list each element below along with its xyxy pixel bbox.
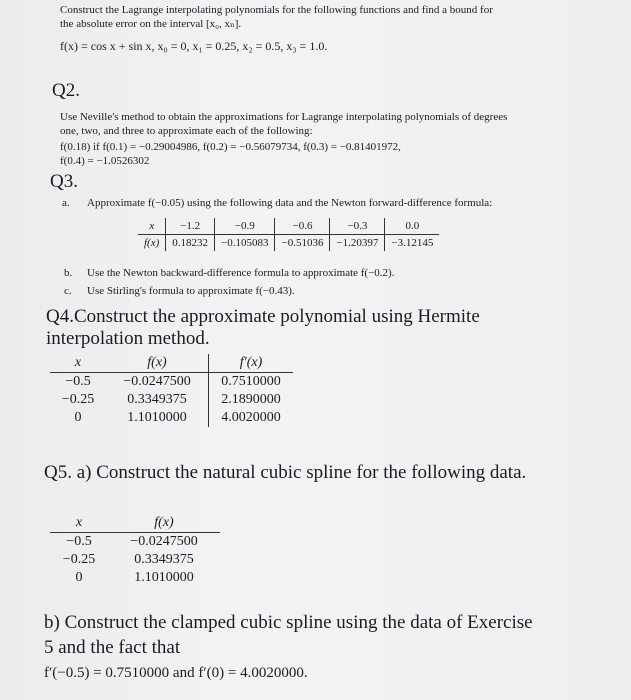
table-cell: f(x) — [144, 237, 160, 249]
table-cell: −0.0247500 — [130, 534, 198, 549]
table-cell: −0.25 — [62, 552, 96, 567]
table-header-cell: −0.6 — [275, 218, 330, 235]
q1-line1: Construct the Lagrange interpolating polynomials for the following functions and find a bound for — [60, 4, 493, 16]
table-cell: −0.5 — [65, 374, 91, 389]
table-cell: 1.1010000 — [134, 570, 194, 585]
table-row — [50, 391, 293, 409]
table-cell: 4.0020000 — [209, 409, 294, 427]
table-cell: 0 — [75, 570, 83, 585]
q4-line2: interpolation method. — [46, 328, 210, 349]
table-row — [50, 409, 293, 427]
table-cell: 0.7510000 — [209, 373, 294, 392]
table-header-cell: −0.3 — [330, 218, 385, 235]
q1-formula: f(x) = cos x + sin x, x₀ = 0, x₁ = 0.25, x₂ = 0.5, x₃ = 1.0. — [60, 39, 328, 53]
q3-part-c-label: c. — [64, 285, 72, 297]
table-cell: −0.105083 — [215, 235, 275, 252]
q5-part-b-line1: b) Construct the clamped cubic spline using the data of Exercise — [44, 612, 533, 633]
table-header-row — [50, 354, 293, 373]
table-cell: 0.3349375 — [127, 392, 187, 407]
table-row — [138, 235, 439, 252]
table-header-row — [138, 218, 439, 235]
table-cell: −3.12145 — [385, 235, 439, 252]
q2-line4: f(0.4) = −1.0526302 — [60, 155, 150, 167]
table-header-cell: f′(x) — [209, 354, 294, 373]
table-cell: −1.20397 — [330, 235, 385, 252]
q1-line2: the absolute error on the interval [x₀, xₙ]. — [60, 18, 242, 30]
table-row — [50, 551, 220, 569]
table-row — [50, 373, 293, 392]
table-header-cell: 0.0 — [385, 218, 439, 235]
table-header-cell: x — [50, 354, 106, 373]
q4-line1: Q4.Construct the approximate polynomial using Hermite — [46, 306, 480, 327]
q5-part-b-line3: f′(−0.5) = 0.7510000 and f′(0) = 4.0020000. — [44, 665, 308, 681]
table-cell: −0.51036 — [275, 235, 330, 252]
q3-data-table — [138, 218, 439, 251]
table-header-cell: f(x) — [106, 354, 209, 373]
q2-line1: Use Neville's method to obtain the approximations for Lagrange interpolating polynomials of degrees — [60, 111, 508, 123]
table-header-row — [50, 514, 220, 533]
table-header-cell: f(x) — [108, 514, 220, 533]
q4-hermite-table — [50, 354, 293, 427]
q3-part-a-label: a. — [62, 197, 70, 209]
table-header-cell: −1.2 — [166, 218, 215, 235]
q5-part-a-text: Q5. a) Construct the natural cubic spline for the following data. — [44, 462, 527, 483]
table-cell: 0.18232 — [166, 235, 215, 252]
q5-part-b-line2: 5 and the fact that — [44, 637, 181, 658]
table-header-cell: x — [138, 218, 166, 235]
q2-line2: one, two, and three to approximate each of the following: — [60, 125, 313, 137]
table-cell: 1.1010000 — [127, 410, 187, 425]
table-row — [50, 569, 220, 587]
q5-spline-table — [50, 514, 220, 587]
q3-part-b-text: Use the Newton backward-difference formula to approximate f(−0.2). — [87, 267, 395, 279]
table-header-cell: −0.9 — [215, 218, 275, 235]
table-header-cell: x — [50, 514, 108, 533]
table-cell: −0.5 — [66, 534, 92, 549]
q3-part-b-label: b. — [64, 267, 73, 279]
q2-line3: f(0.18) if f(0.1) = −0.29004986, f(0.2) = −0.56079734, f(0.3) = −0.81401972, — [60, 141, 401, 153]
table-cell: −0.0247500 — [123, 374, 191, 389]
table-cell: −0.25 — [61, 392, 95, 407]
table-cell: 2.1890000 — [209, 391, 294, 409]
table-row — [50, 533, 220, 552]
q3-part-a-text: Approximate f(−0.05) using the following data and the Newton forward-difference formula: — [87, 197, 493, 209]
q2-heading: Q2. — [52, 80, 80, 101]
table-cell: 0.3349375 — [134, 552, 194, 567]
table-cell: 0 — [74, 410, 82, 425]
q3-part-c-text: Use Stirling's formula to approximate f(−0.43). — [87, 285, 295, 297]
q3-heading: Q3. — [50, 171, 78, 192]
